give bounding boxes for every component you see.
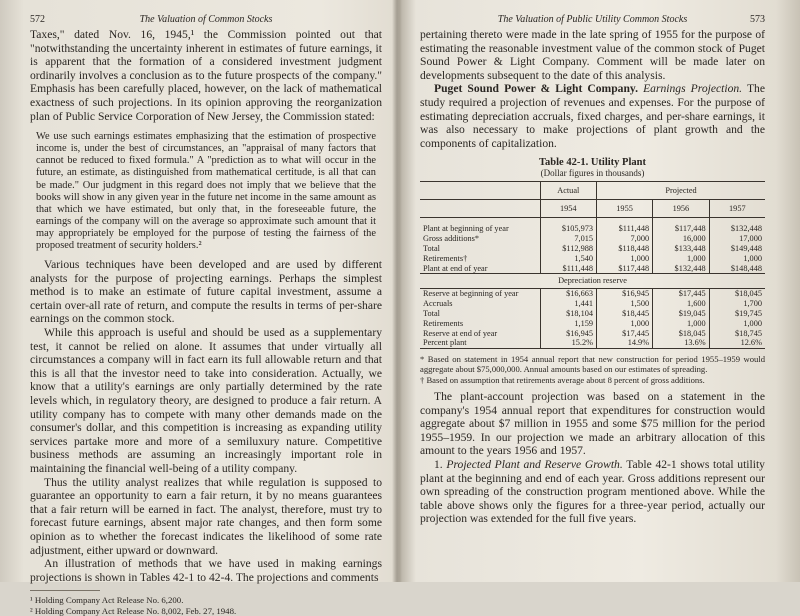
year-header: 1957 xyxy=(709,200,765,218)
table-cell: $132,448 xyxy=(653,264,710,274)
table-subcaption: (Dollar figures in thousands) xyxy=(540,168,645,179)
table-cell: $111,448 xyxy=(540,264,597,274)
paragraph: pertaining thereto were made in the late spring of 1955 for the purpose of estimating the reasonable investment value of the common stock of Puget Sound Power & Light Company. Comment will be made later on developments subsequent to the date of this analysis. xyxy=(420,28,765,82)
table-row xyxy=(420,224,765,234)
table-row xyxy=(420,254,765,264)
table-cell: $105,973 xyxy=(540,224,597,234)
table-cell: $18,445 xyxy=(597,309,653,319)
row-label: Reserve at end of year xyxy=(423,328,498,338)
table-row xyxy=(420,264,765,274)
table-note: † Based on assumption that retirements average about 8 percent of gross additions. xyxy=(420,375,705,386)
table-cell: 1,000 xyxy=(597,254,653,264)
row-label: Plant at beginning of year xyxy=(423,224,509,234)
running-head: The Valuation of Public Utility Common Stocks xyxy=(497,14,688,25)
paragraph xyxy=(420,458,765,526)
table-cell: 14.9% xyxy=(597,338,653,348)
table-cell: $18,045 xyxy=(653,329,710,339)
right-page xyxy=(420,0,765,582)
row-label: Plant at end of year xyxy=(423,263,488,273)
table-cell: 1,600 xyxy=(653,299,710,309)
table-row xyxy=(420,234,765,244)
table-stub-header xyxy=(420,182,540,200)
paragraph: The plant-account projection was based on a statement in the company's 1954 annual report that expenditures for construction would aggregate about $7 million in 1955 and some $75 million for the period 1955–1959. In our projection we made an arbitrary allocation of this amount to the years 1956 and 1957. xyxy=(420,390,765,458)
table-cell: $16,945 xyxy=(540,329,597,339)
row-label: Total xyxy=(423,243,440,253)
table-cell: 1,540 xyxy=(540,254,597,264)
reserve-section-title: Depreciation reserve xyxy=(420,274,765,289)
left-page xyxy=(30,0,382,616)
table-cell: $16,945 xyxy=(597,289,653,299)
table-note: * Based on statement in 1954 annual report that new construction for period 1955–1959 would aggregate about $75,000,000. Annual amounts based on our estimates of spreading. xyxy=(420,354,765,375)
reserve-rows xyxy=(420,289,765,349)
table-row xyxy=(420,338,765,348)
table-row xyxy=(420,244,765,254)
table-cell: $117,448 xyxy=(597,264,653,274)
row-label: Retirements† xyxy=(423,253,468,263)
table-cell: 15.2% xyxy=(540,338,597,348)
right-page-header xyxy=(420,14,765,28)
table-cell: 1,000 xyxy=(653,254,710,264)
row-label: Gross additions* xyxy=(423,234,480,244)
table-row xyxy=(420,289,765,299)
paragraph: Thus the utility analyst realizes that while regulation is supposed to guarantee an opportunity to earn a fair return, it by no means guarantees that a fair return will be earned in fact. The analyst, therefore, must try to forecast future earnings, absent major rate changes, and then form some opinion as to whether the forecast indicates the likelihood of some rate adjustment, either upward or downward. xyxy=(30,475,382,557)
table-cell: $17,445 xyxy=(653,289,710,299)
table-cell: 13.6% xyxy=(653,338,710,348)
year-header: 1955 xyxy=(597,200,653,218)
row-label: Accruals xyxy=(423,299,453,309)
projected-header: Projected xyxy=(597,182,765,200)
table-cell: 1,159 xyxy=(540,319,597,329)
block-quote: We use such earnings estimates emphasizing that the estimation of prospective income is, under the best of circumstances, an "appraisal of many factors that cannot be reduced to fixed formula." A "prediction as to what will occur in the future, an estimate, as distinguished from mathematical certitude, is all that can be made." Our judgment in this regard does not imply that we believe that the books will show in any given year in the future net income in the same amount as that which we have estimated, but only that, in the foreseeable future, the earnings of the company will on the average so approximate such amount that it may appropriately be employed for the purpose of testing the fairness of the proposed treatment of security holders.² xyxy=(36,131,376,251)
paragraph-text: Table 42-1 shows total utility plant at the beginning and end of each year. Gross additions represent our own spreading of the construction program mentioned above. While the table above shows only the figures for a three-year period, actually our projection was extended for the full five years. xyxy=(420,458,765,526)
page-number: 572 xyxy=(30,14,45,25)
paragraph: While this approach is useful and should be used as a supplementary test, it cannot be relied on alone. It assumes that under virtually all circumstances a company will in fact earn its full allowable return and that this is all that the investor need to take into consideration. Actually, we know that a utility's earnings are only partially determined by the rate levels which, in regulatory theory, are designed to produce a fair return. A utility company has to compete with many other demands made on the consumer's dollar, and this competition is increasing as expanding utility services partake more and more of a semiluxury nature. Competitive business methods are assuming an increasingly important role in maintaining the financial well-being of a utility company. xyxy=(30,326,382,475)
table-cell: 1,000 xyxy=(653,319,710,329)
row-label: Reserve at beginning of year xyxy=(423,289,519,299)
table-cell: 7,000 xyxy=(597,234,653,244)
row-label: Retirements xyxy=(423,318,464,328)
subheading: Earnings Projection. xyxy=(643,82,743,96)
table-row xyxy=(420,309,765,319)
footnote: ¹ Holding Company Act Release No. 6,200. xyxy=(30,595,184,606)
table-cell: $17,445 xyxy=(597,329,653,339)
table-cell: $148,448 xyxy=(709,264,765,274)
table-cell: 7,015 xyxy=(540,234,597,244)
table-cell: $111,448 xyxy=(597,224,653,234)
table-cell: 1,700 xyxy=(709,299,765,309)
year-header: 1954 xyxy=(540,200,597,218)
plant-rows xyxy=(420,224,765,273)
left-page-header xyxy=(30,14,382,28)
table-row xyxy=(420,299,765,309)
row-label: Total xyxy=(423,308,440,318)
company-heading: Puget Sound Power & Light Company. xyxy=(434,82,638,96)
table-cell: 16,000 xyxy=(653,234,710,244)
row-label: Percent plant xyxy=(420,338,540,348)
paragraph-text: The study required a projection of revenues and expenses. For the purpose of estimating depreciation accruals, fixed charges, and per-share earnings, it was also necessary to make projections of plant growth and the components of capitalization. xyxy=(420,82,765,150)
section-number: 1. xyxy=(434,458,443,472)
table-cell: $19,045 xyxy=(653,309,710,319)
footnote-rule xyxy=(30,590,100,591)
table-cell: $16,663 xyxy=(540,289,597,299)
table-caption: Table 42-1. Utility Plant xyxy=(539,157,646,169)
table-cell: $117,448 xyxy=(653,224,710,234)
table-row xyxy=(420,319,765,329)
running-head: The Valuation of Common Stocks xyxy=(139,14,273,25)
table-cell: $133,448 xyxy=(653,244,710,254)
table-cell: $18,745 xyxy=(709,329,765,339)
table-cell: 1,000 xyxy=(597,319,653,329)
table-cell: $132,448 xyxy=(709,224,765,234)
utility-plant-table xyxy=(420,181,765,349)
table-cell: $19,745 xyxy=(709,309,765,319)
table-cell: 17,000 xyxy=(709,234,765,244)
table-cell: 12.6% xyxy=(709,338,765,348)
table-cell: $18,045 xyxy=(709,289,765,299)
table-cell: $18,104 xyxy=(540,309,597,319)
section-title: Projected Plant and Reserve Growth. xyxy=(446,458,623,472)
footnote: ² Holding Company Act Release No. 8,002, Feb. 27, 1948. xyxy=(30,605,237,616)
table-cell: 1,000 xyxy=(709,254,765,264)
paragraph: An illustration of methods that we have used in making earnings projections is shown in Tables 42-1 to 42-4. The projections and comments xyxy=(30,557,382,584)
table-cell: 1,500 xyxy=(597,299,653,309)
page-number: 573 xyxy=(750,14,765,25)
paragraph: Taxes," dated Nov. 16, 1945,¹ the Commission pointed out that "notwithstanding the uncertainty inherent in estimates of future earnings, it is apparent that the formation of a considered investment judgment ordinarily involves a conclusion as to the future prospects of the company." Emphasis has been carefully placed, however, on the lack of mathematical exactness of such projections. In its opinion approving the reorganization plan of Public Service Corporation of New Jersey, the Commission stated: xyxy=(30,28,382,123)
year-header: 1956 xyxy=(653,200,710,218)
table-cell: $118,448 xyxy=(597,244,653,254)
table-row xyxy=(420,329,765,339)
actual-header: Actual xyxy=(540,182,597,200)
table-cell: 1,441 xyxy=(540,299,597,309)
paragraph xyxy=(420,82,765,150)
table-cell: 1,000 xyxy=(709,319,765,329)
table-cell: $112,988 xyxy=(540,244,597,254)
book-spine xyxy=(392,0,402,582)
paragraph: Various techniques have been developed and are used by different analysts for the purpose of projecting earnings. Perhaps the simplest method is to make an estimate of future capital investment, assume a certain over-all rate of return, and compute the results in terms of per-share earnings on the common stock. xyxy=(30,258,382,326)
table-cell: $149,448 xyxy=(709,244,765,254)
